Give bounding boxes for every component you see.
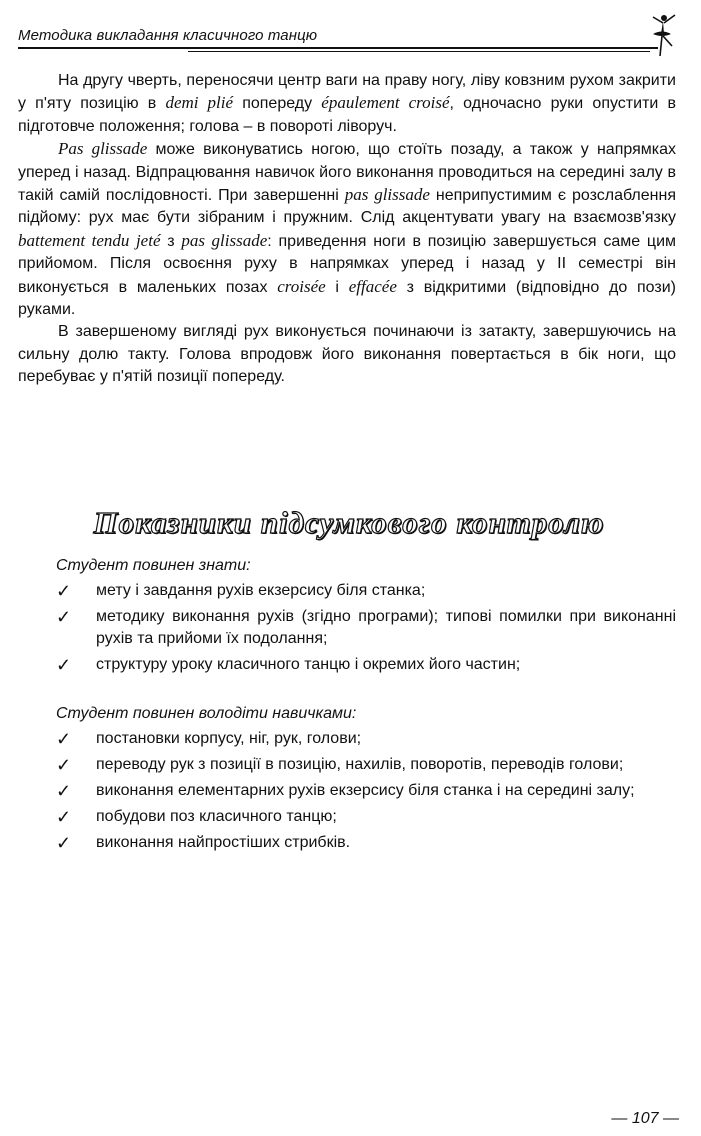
check-icon: ✓: [56, 655, 72, 675]
check-icon: ✓: [56, 755, 72, 775]
list-item-text: методику виконання рухів (згідно програми); типові помилки при виконанні рухів та прийоми їх подолання;: [96, 608, 676, 647]
header-rule-thin: [188, 51, 650, 52]
check-icon: ✓: [56, 607, 72, 627]
text-run: і: [325, 278, 349, 296]
skills-heading: Студент повинен володіти навичками:: [56, 705, 357, 722]
italic-term: Pas glissade: [58, 139, 148, 159]
list-item-text: виконання елементарних рухів екзерсису біля станка і на середині залу;: [96, 782, 635, 799]
italic-term: effacée: [348, 276, 397, 296]
list-item-text: структуру уроку класичного танцю і окремих його частин;: [96, 656, 521, 673]
text-run: з: [160, 232, 182, 250]
check-icon: ✓: [56, 581, 72, 601]
list-item-text: постановки корпусу, ніг, рук, голови;: [96, 730, 362, 747]
italic-term: battement tendu jeté: [18, 230, 161, 250]
paragraph: [18, 138, 676, 321]
italic-term: pas glissade: [181, 230, 268, 250]
list-item: [18, 780, 676, 802]
text-run: попереду: [233, 95, 322, 113]
list-item: [18, 606, 676, 650]
skills-list: [18, 728, 676, 854]
knowledge-heading: Студент повинен знати:: [56, 557, 251, 574]
text-run: : приведення ноги в позицію завершується саме цим прийомом. Після освоєння руху в напрямках уперед і назад у ІІ семестрі він виконується в маленьких позах: [18, 232, 677, 296]
italic-term: pas glissade: [344, 185, 430, 205]
text-run: , одночасно руки опустити в підготовче положення; голова – в повороті ліворуч.: [18, 95, 677, 135]
body-text: [18, 70, 676, 389]
italic-term: épaulement croisé: [321, 93, 450, 113]
header-rule: [18, 47, 658, 49]
section-title: Показники підсумкового контролю: [93, 505, 605, 540]
paragraph: [18, 321, 676, 388]
italic-term: croisée: [277, 276, 326, 296]
list-item: [18, 754, 676, 776]
knowledge-list: [18, 580, 676, 676]
page-number: — 107 —: [611, 1110, 679, 1127]
list-item-text: побудови поз класичного танцю;: [96, 808, 337, 825]
text-run: може виконуватись ногою, що стоїть позаду, а також у напрямках уперед і назад. Відпрацювання навичок його виконання проводиться на середині залу в такій самій послідовності. При завершенні: [18, 141, 676, 205]
list-item-text: виконання найпростіших стрибків.: [96, 834, 351, 851]
list-item: [18, 580, 676, 602]
skills-block: [18, 703, 676, 858]
paragraph: [18, 70, 676, 138]
check-icon: ✓: [56, 807, 72, 827]
running-header-title: Методика викладання класичного танцю: [18, 27, 318, 44]
text-run: з відкритими (відповідно до пози) руками.: [18, 278, 677, 319]
list-item: [18, 832, 676, 854]
italic-term: demi plié: [165, 93, 234, 113]
text-run: В завершеному вигляді рух виконується починаючи із затакту, завершуючись на сильну долю такту. Голова впродовж його виконання повертається в бік ноги, що перебуває у п'ятій позиції попереду.: [18, 323, 676, 386]
check-icon: ✓: [56, 729, 72, 749]
text-run: неприпустимим є розслаблення підйому: рух має бути зібраним і пружним. Слід акцентувати увагу на взаємозв'язку: [18, 187, 676, 227]
ballerina-icon: [644, 12, 680, 58]
knowledge-block: [18, 555, 676, 680]
check-icon: ✓: [56, 781, 72, 801]
list-item-text: переводу рук з позиції в позицію, нахилів, поворотів, переводів голови;: [96, 756, 624, 773]
text-run: На другу чверть, переносячи центр ваги на праву ногу, ліву ковзним рухом закрити у п'яту позицію в: [18, 72, 676, 113]
list-item: [18, 654, 676, 676]
list-item-text: мету і завдання рухів екзерсису біля станка;: [96, 582, 426, 599]
list-item: [18, 806, 676, 828]
list-item: [18, 728, 676, 750]
check-icon: ✓: [56, 833, 72, 853]
running-header: [18, 20, 680, 54]
